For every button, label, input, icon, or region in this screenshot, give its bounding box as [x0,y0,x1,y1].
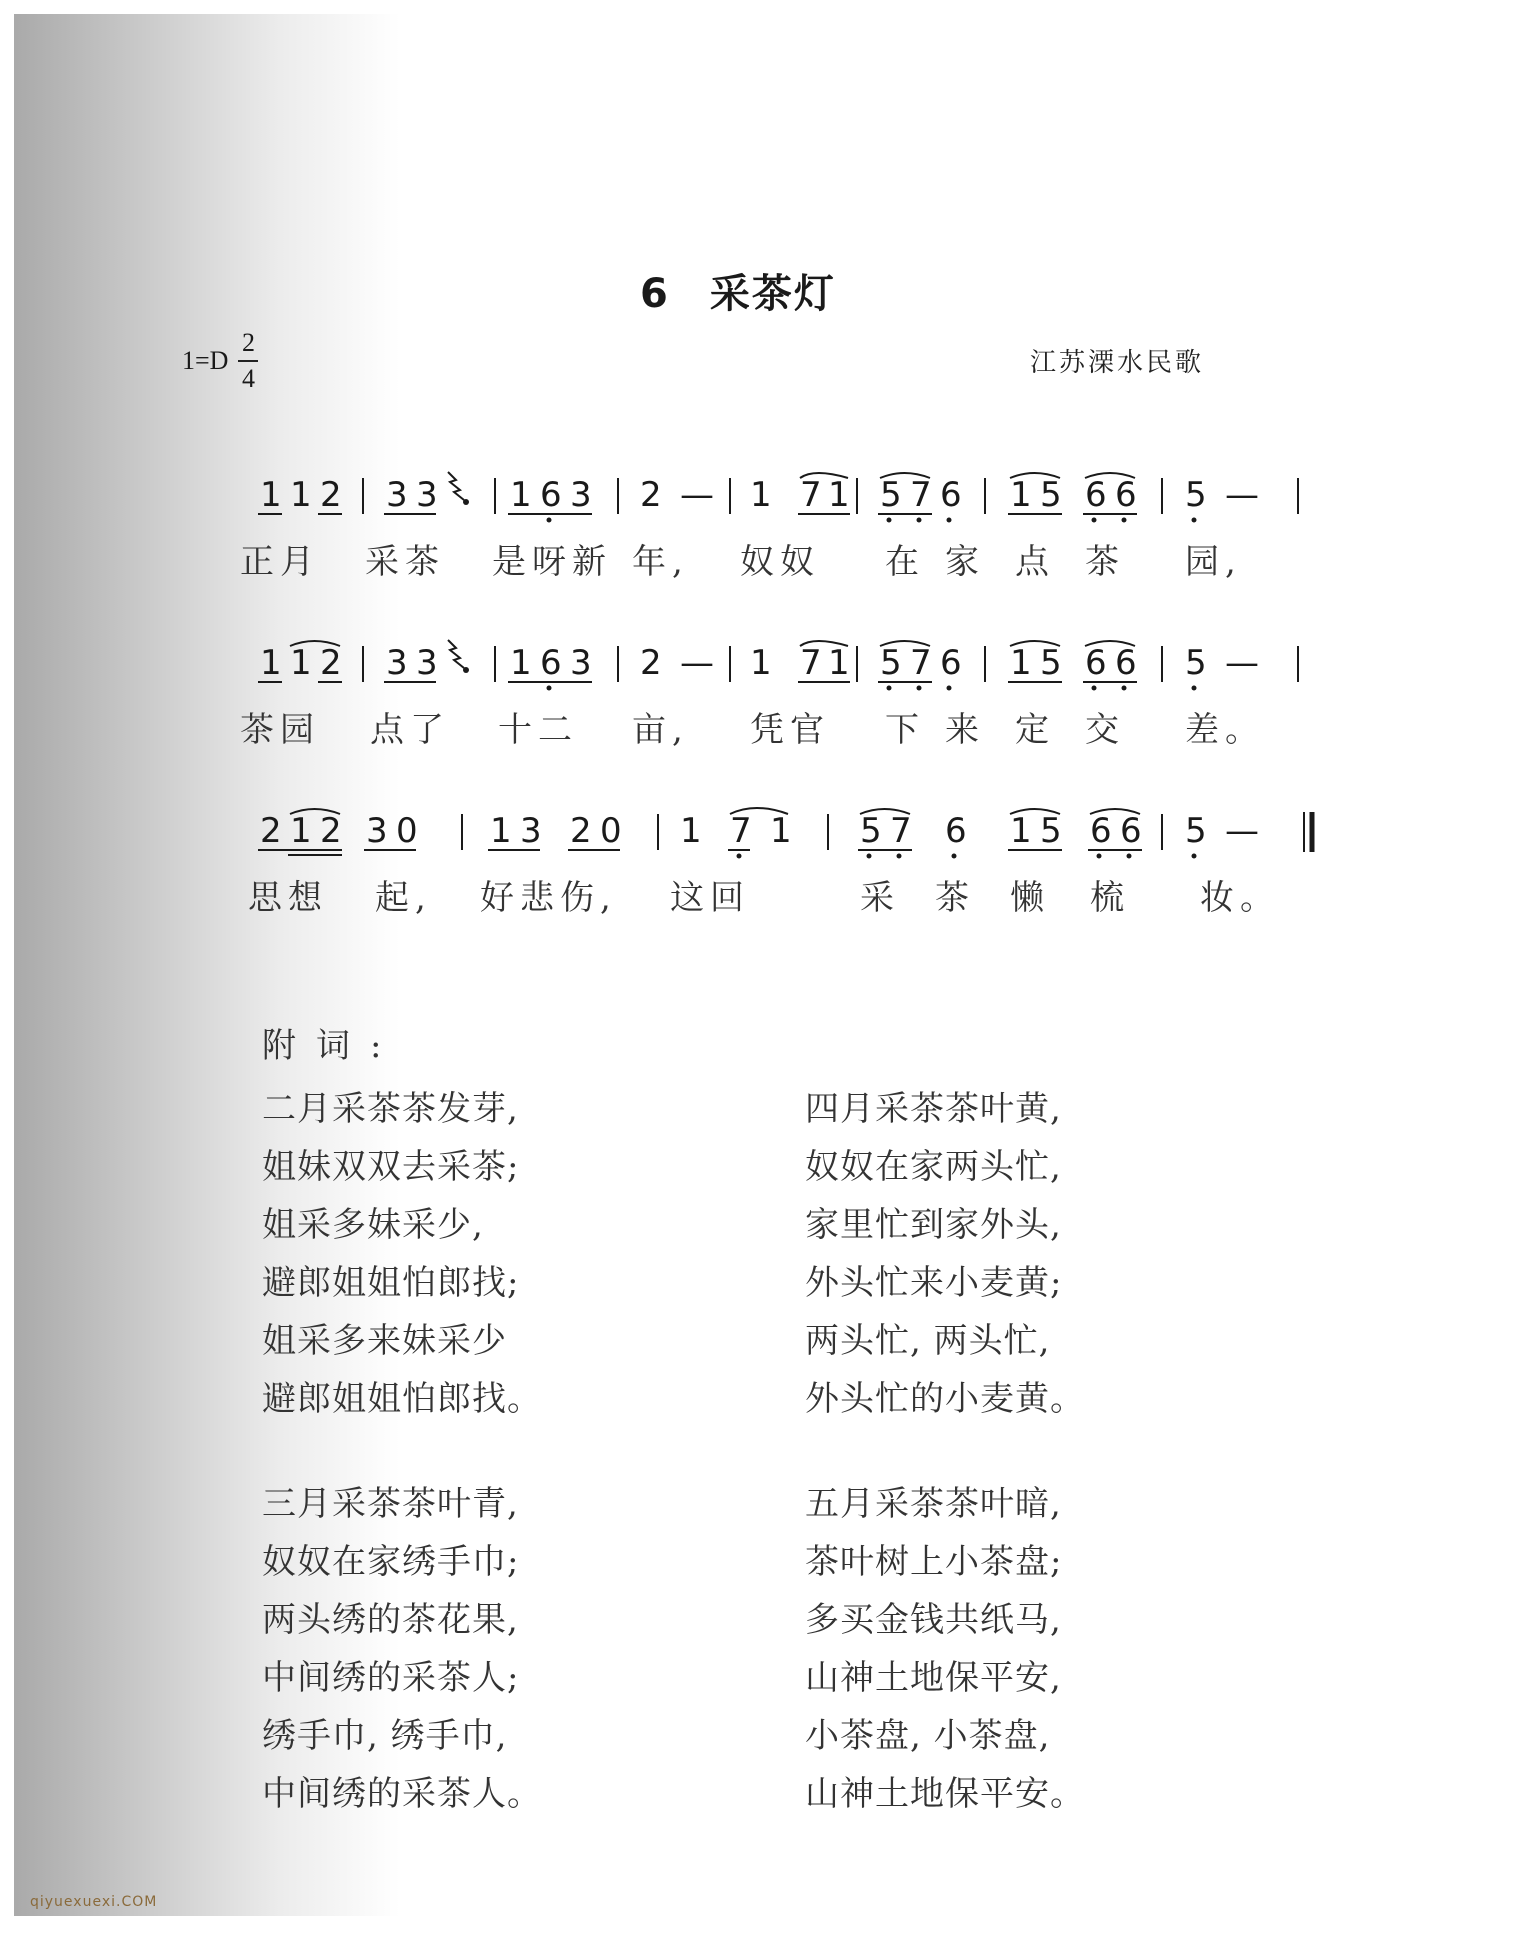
lyric: 采茶 [365,542,445,582]
svg-text:1: 1 [680,811,702,851]
verses-heading: 附词: [262,1026,402,1066]
svg-text:—: — [680,475,714,515]
verse-line: 两头忙, 两头忙, [805,1321,1051,1361]
lyric: 点 [1015,542,1055,582]
lyrics-line-3 [240,870,1340,920]
svg-text:1: 1 [828,475,850,515]
song-title [640,262,836,319]
score-line-3 [240,806,1340,926]
page-margin-bottom [0,1916,1524,1938]
lyric: 起, [375,878,432,918]
svg-text:6: 6 [940,475,962,515]
verse-line: 外头忙来小麦黄; [805,1263,1063,1303]
svg-text:7: 7 [910,475,932,515]
stanza [262,1080,782,1428]
verse-line: 山神土地保平安, [805,1658,1062,1698]
svg-text:3: 3 [366,811,388,851]
verse-line: 姐采多来妹采少 [262,1321,507,1361]
lyric: 年, [632,542,689,582]
svg-text:2: 2 [320,811,342,851]
key-text: 1=D [182,346,229,375]
svg-text:6: 6 [1090,811,1112,851]
lyric: 梳 [1090,878,1130,918]
verse-line: 二月采茶茶发芽, [262,1089,519,1129]
verse-line: 避郎姐姐怕郎找。 [262,1379,542,1419]
svg-text:1: 1 [1010,811,1032,851]
verse-line: 中间绣的采茶人; [262,1658,520,1698]
svg-text:2: 2 [320,475,342,515]
lyric: 差。 [1185,710,1265,750]
svg-text:5: 5 [880,643,902,683]
verse-line: 四月采茶茶叶黄, [805,1089,1062,1129]
verse-line: 山神土地保平安。 [805,1774,1085,1814]
verses-column-left [262,1080,782,1870]
verse-line: 多买金钱共纸马, [805,1600,1062,1640]
svg-text:0: 0 [600,811,622,851]
site-watermark: qiyuexuexi.COM [30,1894,158,1910]
svg-text:3: 3 [386,643,408,683]
lyric: 茶 [1085,542,1125,582]
verse-line: 五月采茶茶叶暗, [805,1484,1062,1524]
svg-text:5: 5 [1040,475,1062,515]
lyric: 正月 [240,542,320,582]
svg-text:3: 3 [570,475,592,515]
lyric: 定 [1015,710,1055,750]
svg-text:3: 3 [570,643,592,683]
svg-text:3: 3 [520,811,542,851]
svg-text:1: 1 [770,811,792,851]
svg-text:5: 5 [1185,643,1207,683]
lyric: 家 [945,542,985,582]
stanza [805,1080,1325,1428]
lyric: 园, [1185,542,1242,582]
score-notes-2 [240,638,1340,698]
svg-text:1: 1 [290,643,312,683]
verse-line: 奴奴在家两头忙, [805,1147,1062,1187]
time-bar [238,360,258,362]
lyric: 奴奴 [740,542,820,582]
verse-line: 奴奴在家绣手巾; [262,1542,520,1582]
lyric: 十二 [498,710,578,750]
svg-text:5: 5 [1185,811,1207,851]
lyric: 凭官 [750,710,830,750]
svg-text:6: 6 [540,475,562,515]
verse-line: 绣手巾, 绣手巾, [262,1716,508,1756]
svg-text:1: 1 [260,475,282,515]
lyric: 采 [860,878,900,918]
time-signature [238,330,258,392]
svg-text:—: — [1225,643,1259,683]
svg-text:1: 1 [1010,643,1032,683]
svg-text:2: 2 [320,643,342,683]
svg-text:6: 6 [540,643,562,683]
svg-text:1: 1 [510,643,532,683]
svg-text:1: 1 [750,643,772,683]
svg-text:5: 5 [1185,475,1207,515]
svg-text:6: 6 [1085,643,1107,683]
svg-text:5: 5 [860,811,882,851]
lyrics-line-2 [240,702,1340,752]
lyric: 是呀新 [492,542,612,582]
svg-text:5: 5 [880,475,902,515]
svg-text:3: 3 [416,643,438,683]
verse-line: 姐妹双双去采茶; [262,1147,520,1187]
svg-text:2: 2 [640,643,662,683]
verse-line: 中间绣的采茶人。 [262,1774,542,1814]
verse-line: 小茶盘, 小茶盘, [805,1716,1051,1756]
svg-text:2: 2 [570,811,592,851]
svg-text:3: 3 [416,475,438,515]
svg-text:6: 6 [1120,811,1142,851]
song-name: 采茶灯 [709,271,836,317]
svg-text:5: 5 [1040,643,1062,683]
lyric: 交 [1085,710,1125,750]
song-source: 江苏溧水民歌 [1030,348,1205,378]
key-signature [182,330,258,392]
svg-text:—: — [680,643,714,683]
svg-text:2: 2 [260,811,282,851]
lyric: 下 [885,710,925,750]
verses-column-right [805,1080,1325,1870]
svg-text:1: 1 [750,475,772,515]
stanza [805,1475,1325,1823]
score-line-1 [240,470,1340,590]
svg-text:7: 7 [910,643,932,683]
lyric: 茶园 [240,710,320,750]
svg-text:3: 3 [386,475,408,515]
svg-text:6: 6 [1115,643,1137,683]
svg-text:7: 7 [800,643,822,683]
svg-text:—: — [1225,811,1259,851]
svg-text:6: 6 [1085,475,1107,515]
lyric: 点了 [370,710,450,750]
svg-text:6: 6 [940,643,962,683]
svg-text:1: 1 [828,643,850,683]
verse-line: 茶叶树上小茶盘; [805,1542,1063,1582]
svg-text:6: 6 [1115,475,1137,515]
svg-text:1: 1 [1010,475,1032,515]
verse-line: 姐采多妹采少, [262,1205,484,1245]
lyric: 来 [945,710,985,750]
svg-text:1: 1 [260,643,282,683]
svg-text:7: 7 [730,811,752,851]
svg-text:6: 6 [945,811,967,851]
lyrics-line-1 [240,534,1340,584]
svg-text:1: 1 [290,811,312,851]
svg-text:5: 5 [1040,811,1062,851]
page-margin-top [0,0,1524,14]
verse-line: 避郎姐姐怕郎找; [262,1263,520,1303]
time-bottom: 4 [241,364,255,393]
svg-text:1: 1 [290,475,312,515]
lyric: 思想 [248,878,328,918]
svg-text:7: 7 [800,475,822,515]
song-number: 6 [640,271,670,317]
lyric: 妆。 [1200,878,1280,918]
lyric: 这回 [670,878,750,918]
svg-text:1: 1 [510,475,532,515]
svg-text:0: 0 [396,811,418,851]
svg-text:1: 1 [490,811,512,851]
page-margin-left [0,0,14,1938]
stanza [262,1475,782,1823]
lyric: 在 [885,542,925,582]
score-notes-3 [240,806,1340,866]
svg-text:—: — [1225,475,1259,515]
lyric: 茶 [935,878,975,918]
verse-line: 三月采茶茶叶青, [262,1484,519,1524]
verse-line: 外头忙的小麦黄。 [805,1379,1085,1419]
lyric: 亩, [632,710,689,750]
score-notes-1 [240,470,1340,530]
lyric: 好悲伤, [480,878,617,918]
lyric: 懒 [1010,878,1050,918]
score-line-2 [240,638,1340,758]
time-top: 2 [241,328,255,357]
verse-line: 家里忙到家外头, [805,1205,1062,1245]
svg-text:7: 7 [890,811,912,851]
svg-text:2: 2 [640,475,662,515]
verse-line: 两头绣的茶花果, [262,1600,519,1640]
